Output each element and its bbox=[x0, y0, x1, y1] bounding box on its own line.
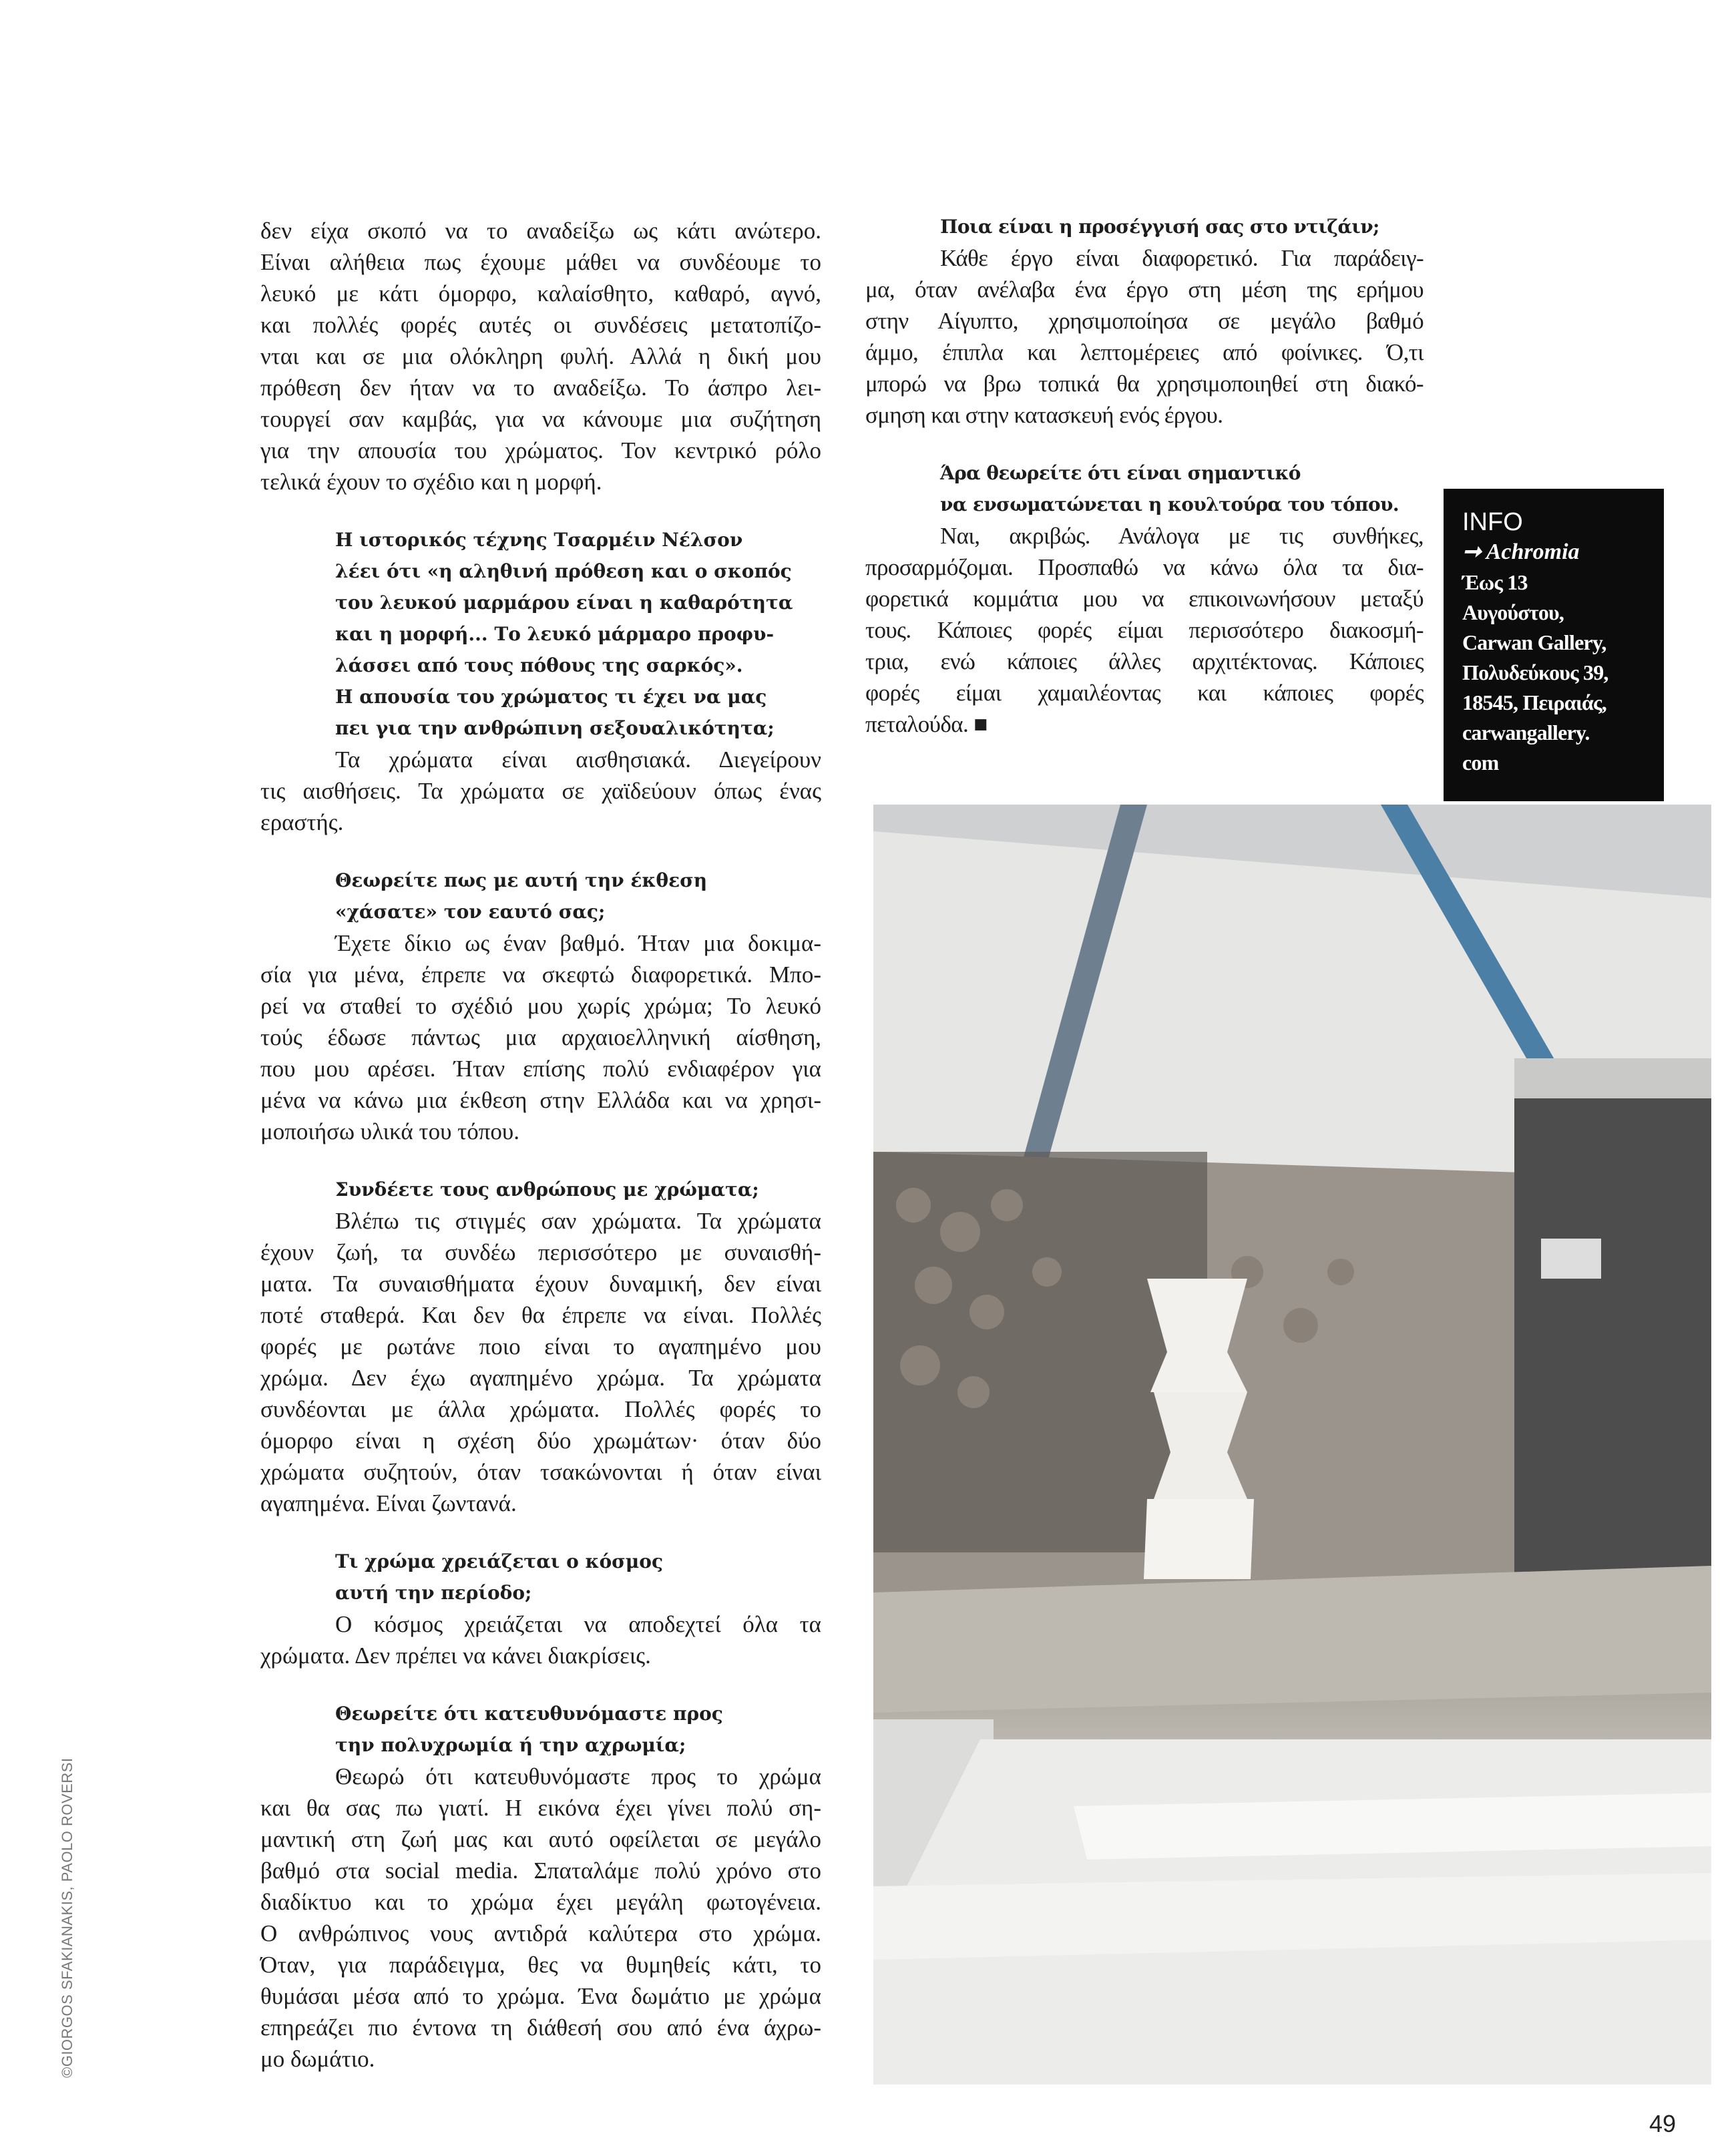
info-title: INFO bbox=[1462, 508, 1523, 536]
info-box bbox=[1444, 489, 1664, 801]
text-line: Θεωρώ ότι κατευθυνόμαστε προς το χρώμα bbox=[335, 1763, 821, 1789]
text-line: τουργεί σαν καμβάς, για να κάνουμε μια συζήτηση bbox=[260, 406, 821, 432]
text-line: λάσσει από τους πόθους της σαρκός». bbox=[335, 654, 743, 676]
text-line: μπορώ να βρω τοπικά θα χρησιμοποιηθεί στη διακό- bbox=[865, 371, 1424, 397]
text-line: Θεωρείτε ότι κατευθυνόμαστε προς bbox=[335, 1703, 723, 1725]
text-line: όμορφο είναι η σχέση δύο χρωμάτων· όταν δύο bbox=[260, 1428, 821, 1454]
text-line: διαδίκτυο και το χρώμα έχει μεγάλη φωτογένεια. bbox=[260, 1889, 821, 1915]
text-line: τούς έδωσε πάντως μια αρχαιοελληνική αίσθηση, bbox=[260, 1024, 821, 1050]
text-line: τελικά έχουν το σχέδιο και η μορφή. bbox=[260, 469, 602, 495]
interview-answer bbox=[260, 1205, 821, 1519]
text-line: μα, όταν ανέλαβα ένα έργο στη μέση της ερήμου bbox=[865, 276, 1424, 302]
info-line: Αυγούστου, bbox=[1462, 600, 1564, 624]
interview-question bbox=[260, 524, 821, 744]
text-line: νται και σε μια ολόκληρη φυλή. Αλλά η δική μου bbox=[260, 343, 821, 369]
workshop-photo bbox=[873, 805, 1711, 2085]
text-line: Άρα θεωρείτε ότι είναι σημαντικό bbox=[940, 462, 1301, 484]
text-line: Βλέπω τις στιγμές σαν χρώματα. Τα χρώματα bbox=[335, 1208, 821, 1234]
text-line: βαθμό στα social media. Σπαταλάμε πολύ χρόνο στο bbox=[260, 1858, 821, 1884]
interview-answer bbox=[865, 520, 1424, 740]
text-line: εραστής. bbox=[260, 809, 344, 835]
text-line: Ο ανθρώπινος νους αντιδρά καλύτερα στο χρώμα. bbox=[260, 1920, 821, 1946]
text-line: Ποια είναι η προσέγγισή σας στο ντιζάιν; bbox=[940, 216, 1379, 238]
text-line: δεν είχα σκοπό να το αναδείξω ως κάτι ανώτερο. bbox=[260, 218, 821, 244]
text-line: στην Αίγυπτο, χρησιμοποίησα σε μεγάλο βαθμό bbox=[865, 308, 1424, 334]
text-line: για την απουσία του χρώματος. Τον κεντρικό ρόλο bbox=[260, 437, 821, 463]
interview-question bbox=[865, 211, 1424, 242]
text-line: άμμο, έπιπλα και λεπτομέρειες από φοίνικες. Ό,τι bbox=[865, 339, 1424, 365]
text-line: που μου αρέσει. Ήταν επίσης πολύ ενδιαφέρον για bbox=[260, 1056, 821, 1082]
text-line: χρώματα. Δεν πρέπει να κάνει διακρίσεις. bbox=[260, 1643, 651, 1669]
text-line: του λευκού μαρμάρου είναι η καθαρότητα bbox=[335, 592, 793, 614]
text-line: πεταλούδα. ■ bbox=[865, 711, 988, 737]
text-line: τους. Κάποιες φορές είμαι περισσότερο διακοσμή- bbox=[865, 617, 1424, 643]
text-line: μαντική στη ζωή μας και αυτό οφείλεται σε μεγάλο bbox=[260, 1826, 821, 1852]
text-line: και η μορφή... Το λευκό μάρμαρο προφυ- bbox=[335, 623, 775, 645]
interview-question bbox=[260, 1698, 821, 1761]
left-column bbox=[260, 215, 821, 2075]
interview-question bbox=[260, 1546, 821, 1608]
info-line: Πολυδεύκους 39, bbox=[1462, 660, 1608, 684]
interview-question bbox=[260, 865, 821, 927]
interview-answer bbox=[865, 242, 1424, 431]
info-line: com bbox=[1462, 750, 1499, 775]
text-line: και θα σας πω γιατί. Η εικόνα έχει γίνει πολύ ση- bbox=[260, 1795, 821, 1821]
text-line: να ενσωματώνεται η κουλτούρα του τόπου. bbox=[940, 493, 1399, 515]
info-line: Carwan Gallery, bbox=[1462, 630, 1606, 654]
text-line: ματα. Τα συναισθήματα έχουν δυναμική, δεν είναι bbox=[260, 1271, 821, 1297]
info-line: Έως 13 bbox=[1462, 570, 1528, 594]
text-line: Τι χρώμα χρειάζεται ο κόσμος bbox=[335, 1550, 664, 1572]
text-line: πρόθεση δεν ήταν να το αναδείξω. Το άσπρο λει- bbox=[260, 375, 821, 401]
text-line: φορές με ρωτάνε ποιο είναι το αγαπημένο μου bbox=[260, 1333, 821, 1359]
text-line: την πολυχρωμία ή την αχρωμία; bbox=[335, 1734, 686, 1756]
text-line: λέει ότι «η αληθινή πρόθεση και ο σκοπός bbox=[335, 560, 792, 582]
text-line: φορές είμαι χαμαιλέοντας και κάποιες φορές bbox=[865, 680, 1424, 706]
text-line: σία για μένα, έπρεπε να σκεφτώ διαφορετικά. Μπο- bbox=[260, 961, 821, 988]
text-line: χρώματα συζητούν, όταν τσακώνονται ή όταν είναι bbox=[260, 1459, 821, 1485]
text-line: «χάσατε» τον εαυτό σας; bbox=[335, 901, 606, 923]
text-line: αγαπημένα. Είναι ζωντανά. bbox=[260, 1490, 517, 1516]
right-column bbox=[865, 211, 1424, 740]
text-line: ποτέ σταθερά. Και δεν θα έπρεπε να είναι. Πολλές bbox=[260, 1302, 821, 1328]
text-line: προσαρμόζομαι. Προσπαθώ να κάνω όλα τα δια- bbox=[865, 554, 1424, 580]
text-line: τρια, ενώ κάποιες άλλες αρχιτέκτονας. Κάποιες bbox=[865, 648, 1424, 674]
photo-credit: ©GIORGOS SFAKIANAKIS, PAOLO ROVERSI bbox=[59, 1757, 75, 2078]
text-line: Συνδέετε τους ανθρώπους με χρώματα; bbox=[335, 1178, 759, 1201]
interview-answer bbox=[260, 1608, 821, 1671]
text-line: ρεί να σταθεί το σχέδιό μου χωρίς χρώμα; Το λευκό bbox=[260, 993, 821, 1019]
text-line: και πολλές φορές αυτές οι συνδέσεις μετατοπίζο- bbox=[260, 312, 821, 338]
text-line: φορετικά κομμάτια μου να επικοινωνήσουν μεταξύ bbox=[865, 586, 1424, 612]
text-line: Η απουσία του χρώματος τι έχει να μας bbox=[335, 686, 767, 708]
text-line: Ναι, ακριβώς. Ανάλογα με τις συνθήκες, bbox=[940, 523, 1424, 549]
interview-answer bbox=[260, 744, 821, 838]
interview-answer bbox=[260, 927, 821, 1147]
interview-answer bbox=[260, 1761, 821, 2075]
text-line: αυτή την περίοδο; bbox=[335, 1582, 532, 1604]
text-line: Ο κόσμος χρειάζεται να αποδεχτεί όλα τα bbox=[335, 1611, 821, 1637]
text-line: επηρεάζει πιο έντονα τη διάθεσή σου από ένα άχρω- bbox=[260, 2014, 821, 2040]
text-line: σμηση και στην κατασκευή ενός έργου. bbox=[865, 402, 1223, 428]
workshop-photo-illustration bbox=[873, 805, 1711, 2085]
text-line: μένα να κάνω μια έκθεση στην Ελλάδα και να χρησι- bbox=[260, 1087, 821, 1113]
text-line: Η ιστορικός τέχνης Τσαρμέιν Νέλσον bbox=[335, 529, 743, 551]
text-line: λευκό με κάτι όμορφο, καλαίσθητο, καθαρό, αγνό, bbox=[260, 280, 821, 306]
paragraph bbox=[260, 215, 821, 497]
text-line: μο δωμάτιο. bbox=[260, 2046, 375, 2072]
text-line: θυμάσαι μέσα από το χρώμα. Ένα δωμάτιο με χρώμα bbox=[260, 1983, 821, 2009]
info-line: carwangallery. bbox=[1462, 720, 1590, 744]
text-line: Είναι αλήθεια πως έχουμε μάθει να συνδέουμε το bbox=[260, 249, 821, 275]
interview-question bbox=[865, 457, 1424, 520]
text-line: πει για την ανθρώπινη σεξουαλικότητα; bbox=[335, 717, 775, 739]
exhibition-name: Achromia bbox=[1486, 540, 1580, 564]
info-line: 18545, Πειραιάς, bbox=[1462, 690, 1606, 714]
text-line: συνδέονται με άλλα χρώματα. Πολλές φορές το bbox=[260, 1396, 821, 1422]
text-line: Θεωρείτε πως με αυτή την έκθεση bbox=[335, 869, 708, 891]
text-line: μοποιήσω υλικά του τόπου. bbox=[260, 1118, 519, 1144]
text-line: Τα χρώματα είναι αισθησιακά. Διεγείρουν bbox=[335, 746, 821, 773]
text-line: Κάθε έργο είναι διαφορετικό. Για παράδειγ- bbox=[940, 245, 1424, 271]
text-line: χρώμα. Δεν έχω αγαπημένο χρώμα. Τα χρώματα bbox=[260, 1365, 821, 1391]
text-line: Όταν, για παράδειγμα, θες να θυμηθείς κάτι, το bbox=[260, 1952, 821, 1978]
text-line: Έχετε δίκιο ως έναν βαθμό. Ήταν μια δοκιμα- bbox=[335, 930, 821, 956]
text-line: τις αισθήσεις. Τα χρώματα σε χαϊδεύουν όπως ένας bbox=[260, 778, 821, 804]
arrow-icon: ➞ bbox=[1462, 540, 1482, 564]
page-number: 49 bbox=[1649, 2110, 1677, 2137]
info-exhibition bbox=[1462, 537, 1645, 568]
text-line: έχουν ζωή, τα συνδέω περισσότερο με συναισθή- bbox=[260, 1239, 821, 1265]
interview-question bbox=[260, 1174, 821, 1205]
